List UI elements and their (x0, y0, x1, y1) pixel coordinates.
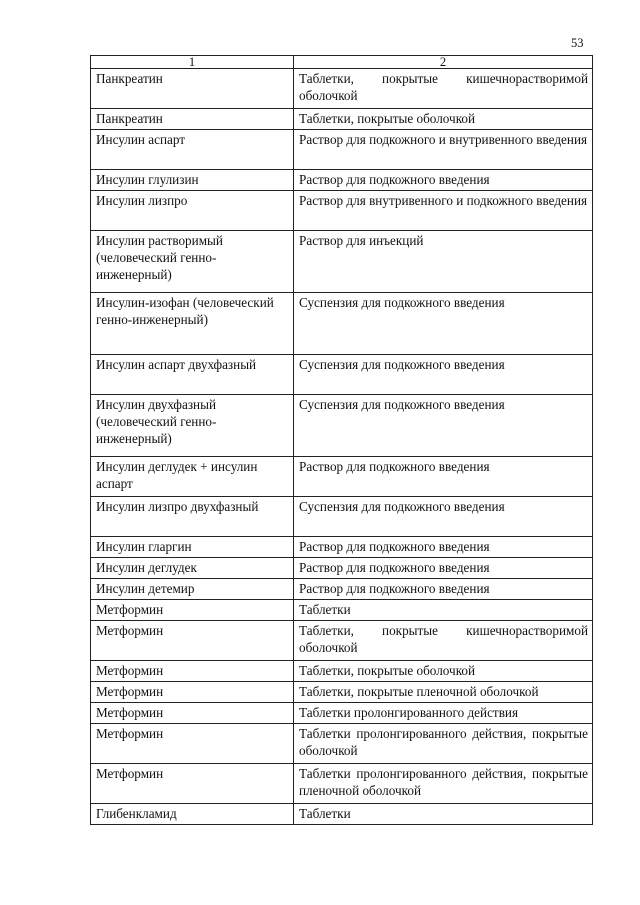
drug-name-cell: Метформин (91, 661, 294, 682)
table-row (91, 355, 593, 395)
drug-name-cell: Метформин (91, 621, 294, 661)
drug-name-cell: Панкреатин (91, 69, 294, 109)
table-row (91, 497, 593, 537)
drug-name-cell: Метформин (91, 703, 294, 724)
table-row (91, 109, 593, 130)
dosage-form-cell: Таблетки, покрытые пленочной оболочкой (294, 682, 593, 703)
table-header-row (91, 56, 593, 69)
dosage-form-cell: Таблетки (294, 804, 593, 825)
dosage-form-cell: Таблетки пролонгированного действия, покрытые оболочкой (294, 724, 593, 764)
dosage-form-cell: Таблетки, покрытые кишечнорастворимой оболочкой (294, 69, 593, 109)
column-header-2: 2 (294, 56, 593, 69)
drug-name-cell: Инсулин аспарт двухфазный (91, 355, 294, 395)
drug-name-cell: Панкреатин (91, 109, 294, 130)
table-row (91, 804, 593, 825)
dosage-form-cell: Раствор для инъекций (294, 231, 593, 293)
table-row (91, 600, 593, 621)
table-row (91, 69, 593, 109)
drug-name-cell: Инсулин деглудек + инсулин аспарт (91, 457, 294, 497)
drug-name-cell: Инсулин гларгин (91, 537, 294, 558)
dosage-form-cell: Таблетки пролонгированного действия (294, 703, 593, 724)
dosage-form-cell: Раствор для внутривенного и подкожного введения (294, 191, 593, 231)
table-row (91, 764, 593, 804)
dosage-form-cell: Суспензия для подкожного введения (294, 395, 593, 457)
drug-name-cell: Инсулин деглудек (91, 558, 294, 579)
table-row (91, 457, 593, 497)
table-row (91, 703, 593, 724)
drug-name-cell: Глибенкламид (91, 804, 294, 825)
drug-name-cell: Инсулин двухфазный (человеческий генно-инженерный) (91, 395, 294, 457)
table-row (91, 130, 593, 170)
dosage-form-cell: Суспензия для подкожного введения (294, 497, 593, 537)
drug-name-cell: Инсулин лизпро двухфазный (91, 497, 294, 537)
table-row (91, 537, 593, 558)
drug-name-cell: Инсулин аспарт (91, 130, 294, 170)
table-row (91, 191, 593, 231)
dosage-form-cell: Раствор для подкожного введения (294, 558, 593, 579)
drug-table (90, 55, 593, 825)
dosage-form-cell: Раствор для подкожного введения (294, 457, 593, 497)
drug-name-cell: Инсулин-изофан (человеческий генно-инженерный) (91, 293, 294, 355)
dosage-form-cell: Раствор для подкожного и внутривенного введения (294, 130, 593, 170)
dosage-form-cell: Раствор для подкожного введения (294, 537, 593, 558)
table-row (91, 579, 593, 600)
dosage-form-cell: Таблетки, покрытые оболочкой (294, 661, 593, 682)
drug-name-cell: Метформин (91, 600, 294, 621)
drug-name-cell: Метформин (91, 724, 294, 764)
table-row (91, 293, 593, 355)
dosage-form-cell: Таблетки пролонгированного действия, покрытые пленочной оболочкой (294, 764, 593, 804)
table-row (91, 231, 593, 293)
dosage-form-cell: Таблетки (294, 600, 593, 621)
drug-name-cell: Метформин (91, 682, 294, 703)
drug-name-cell: Инсулин лизпро (91, 191, 294, 231)
table-row (91, 661, 593, 682)
drug-name-cell: Инсулин детемир (91, 579, 294, 600)
drug-name-cell: Инсулин растворимый (человеческий генно-инженерный) (91, 231, 294, 293)
table-row (91, 395, 593, 457)
table-row (91, 724, 593, 764)
column-header-1: 1 (91, 56, 294, 69)
drug-name-cell: Инсулин глулизин (91, 170, 294, 191)
dosage-form-cell: Таблетки, покрытые кишечнорастворимой оболочкой (294, 621, 593, 661)
table-row (91, 682, 593, 703)
page-number: 53 (571, 36, 584, 50)
dosage-form-cell: Суспензия для подкожного введения (294, 355, 593, 395)
table-row (91, 621, 593, 661)
dosage-form-cell: Раствор для подкожного введения (294, 579, 593, 600)
table-row (91, 170, 593, 191)
drug-name-cell: Метформин (91, 764, 294, 804)
dosage-form-cell: Таблетки, покрытые оболочкой (294, 109, 593, 130)
dosage-form-cell: Суспензия для подкожного введения (294, 293, 593, 355)
dosage-form-cell: Раствор для подкожного введения (294, 170, 593, 191)
table-row (91, 558, 593, 579)
